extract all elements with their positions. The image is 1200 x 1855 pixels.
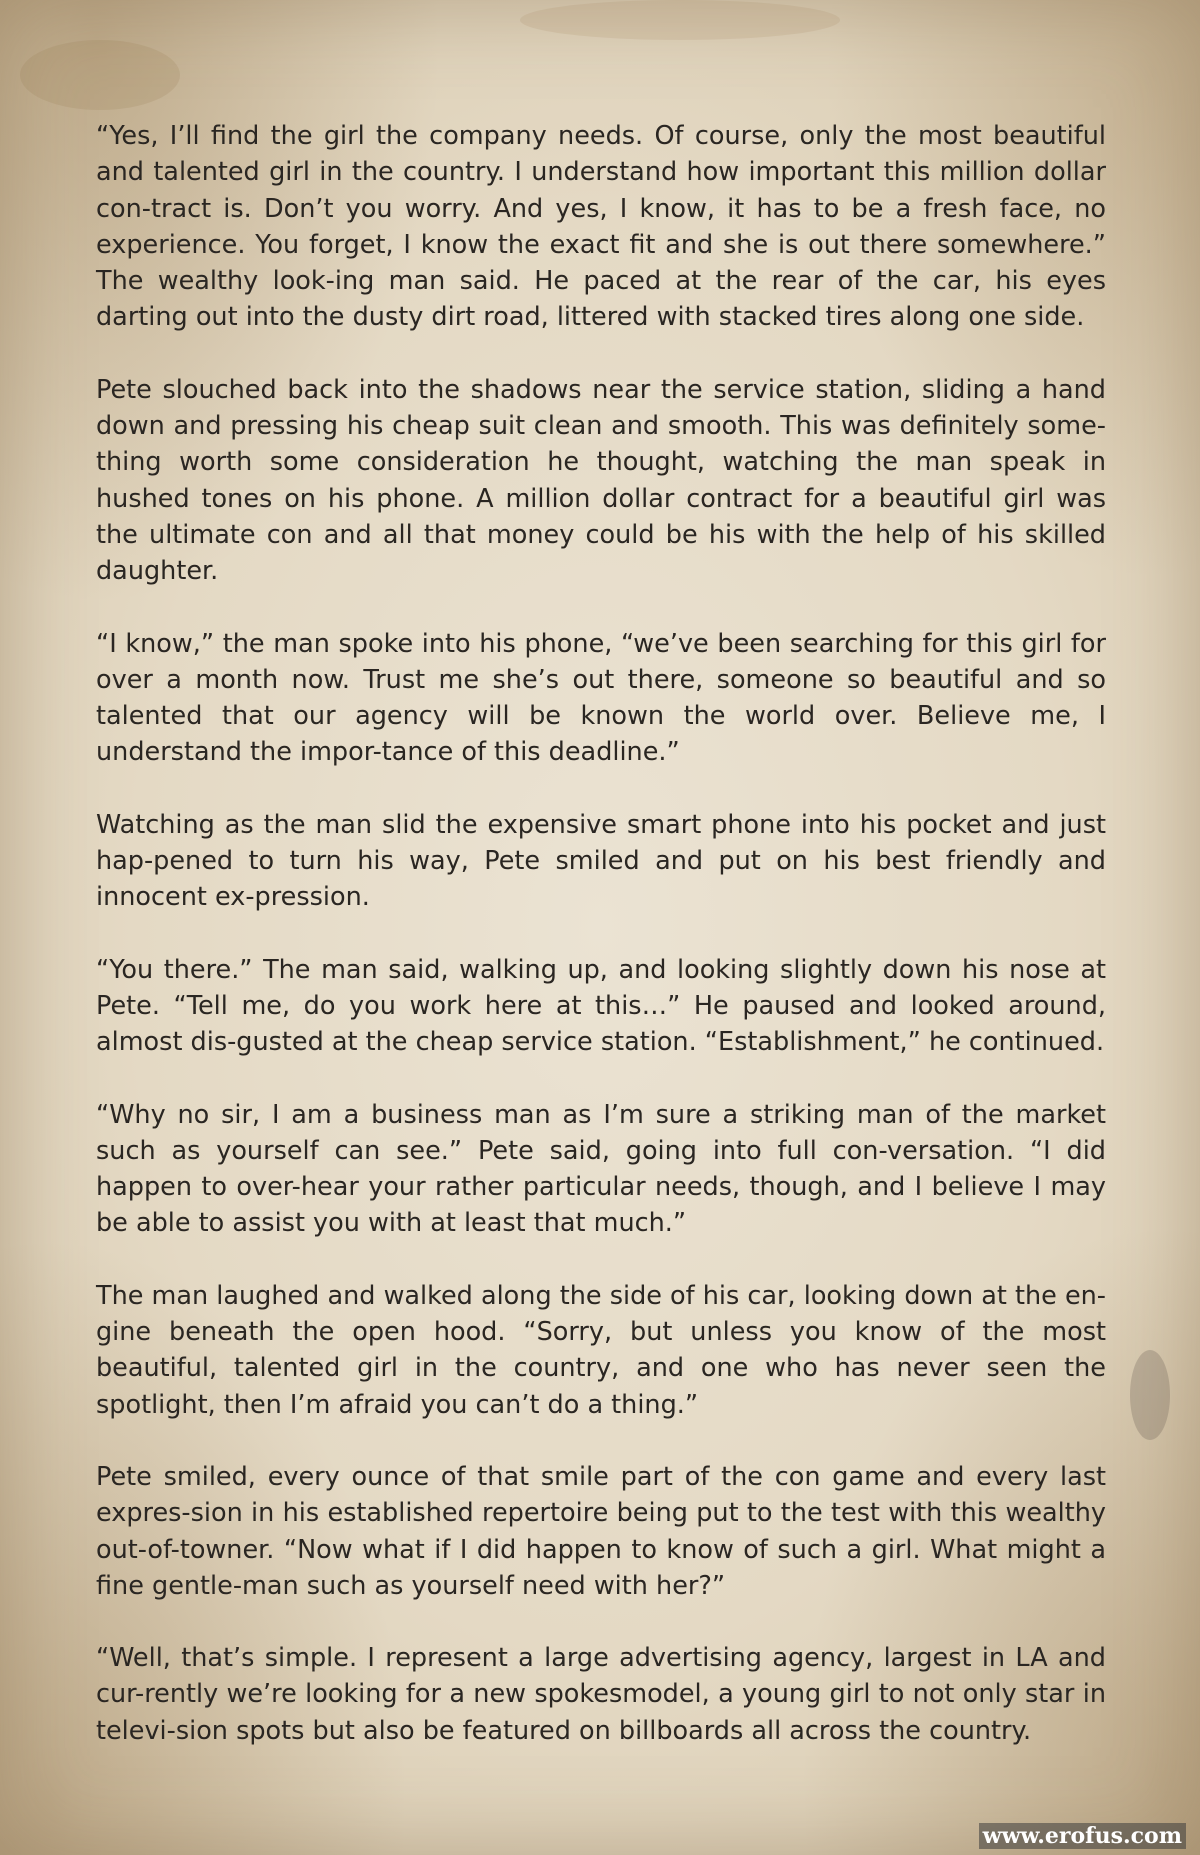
paragraph: “You there.” The man said, walking up, and looking slightly down his nose at Pete. “Tell me, do you work here at this…” He paused and looked around, almost dis-gusted at the cheap service station. “Establishment,” he continued. — [96, 954, 1106, 1058]
paragraph: “Well, that’s simple. I represent a large advertising agency, largest in LA and cur-rently we’re looking for a new spokesmodel, a young girl to not only star in televi-sion spots but also be featured on billboards all across the country. — [96, 1643, 1106, 1746]
paragraph: “Yes, I’ll find the girl the company needs. Of course, only the most beautiful and talented girl in the country. I understand how important this million dollar con-tract is. Don’t you worry. And yes, I know, it has to be a fresh face, no experience. You forget, I know the exact fit and she is out there somewhere.” The wealthy look-ing man said. He paced at the rear of the car, his eyes darting out into the dusty dirt road, littered with stacked tires along one side. — [96, 121, 1106, 333]
paragraph: “Why no sir, I am a business man as I’m sure a striking man of the market such as yourself can see.” Pete said, going into full con-versation. “I did happen to over-hear your rather particular needs, though, and I believe I may be able to assist you with at least that much.” — [96, 1099, 1106, 1239]
paragraph: Watching as the man slid the expensive smart phone into his pocket and just hap-pened to turn his way, Pete smiled and put on his best friendly and innocent ex-pression. — [96, 809, 1106, 913]
paragraph: Pete slouched back into the shadows near the service station, sliding a hand down and pressing his cheap suit clean and smooth. This was definitely some-thing worth some consideration he thought, watching the man speak in hushed tones on his phone. A million dollar contract for a beautiful girl was the ultimate con and all that money could be his with the help of his skilled daughter. — [96, 374, 1106, 587]
paragraph: The man laughed and walked along the side of his car, looking down at the en-gine beneath the open hood. “Sorry, but unless you know of the most beautiful, talented girl in the country, and one who has never seen the spotlight, then I’m afraid you can’t do a thing.” — [96, 1280, 1106, 1420]
paragraph: “I know,” the man spoke into his phone, “we’ve been searching for this girl for over a month now. Trust me she’s out there, someone so beautiful and so talented that our agency will be known the world over. Believe me, I understand the impor-tance of this deadline.” — [96, 628, 1106, 768]
paper-stain — [520, 0, 840, 40]
story-text — [96, 118, 1106, 1785]
watermark: www.erofus.com — [979, 1823, 1186, 1849]
paragraph: Pete smiled, every ounce of that smile part of the con game and every last expres-sion in his established repertoire being put to the test with this wealthy out-of-towner. “Now what if I did happen to know of such a girl. What might a fine gentle-man such as yourself need with her?” — [96, 1461, 1106, 1601]
paper-stain — [1130, 1350, 1170, 1440]
paper-stain — [20, 40, 180, 110]
